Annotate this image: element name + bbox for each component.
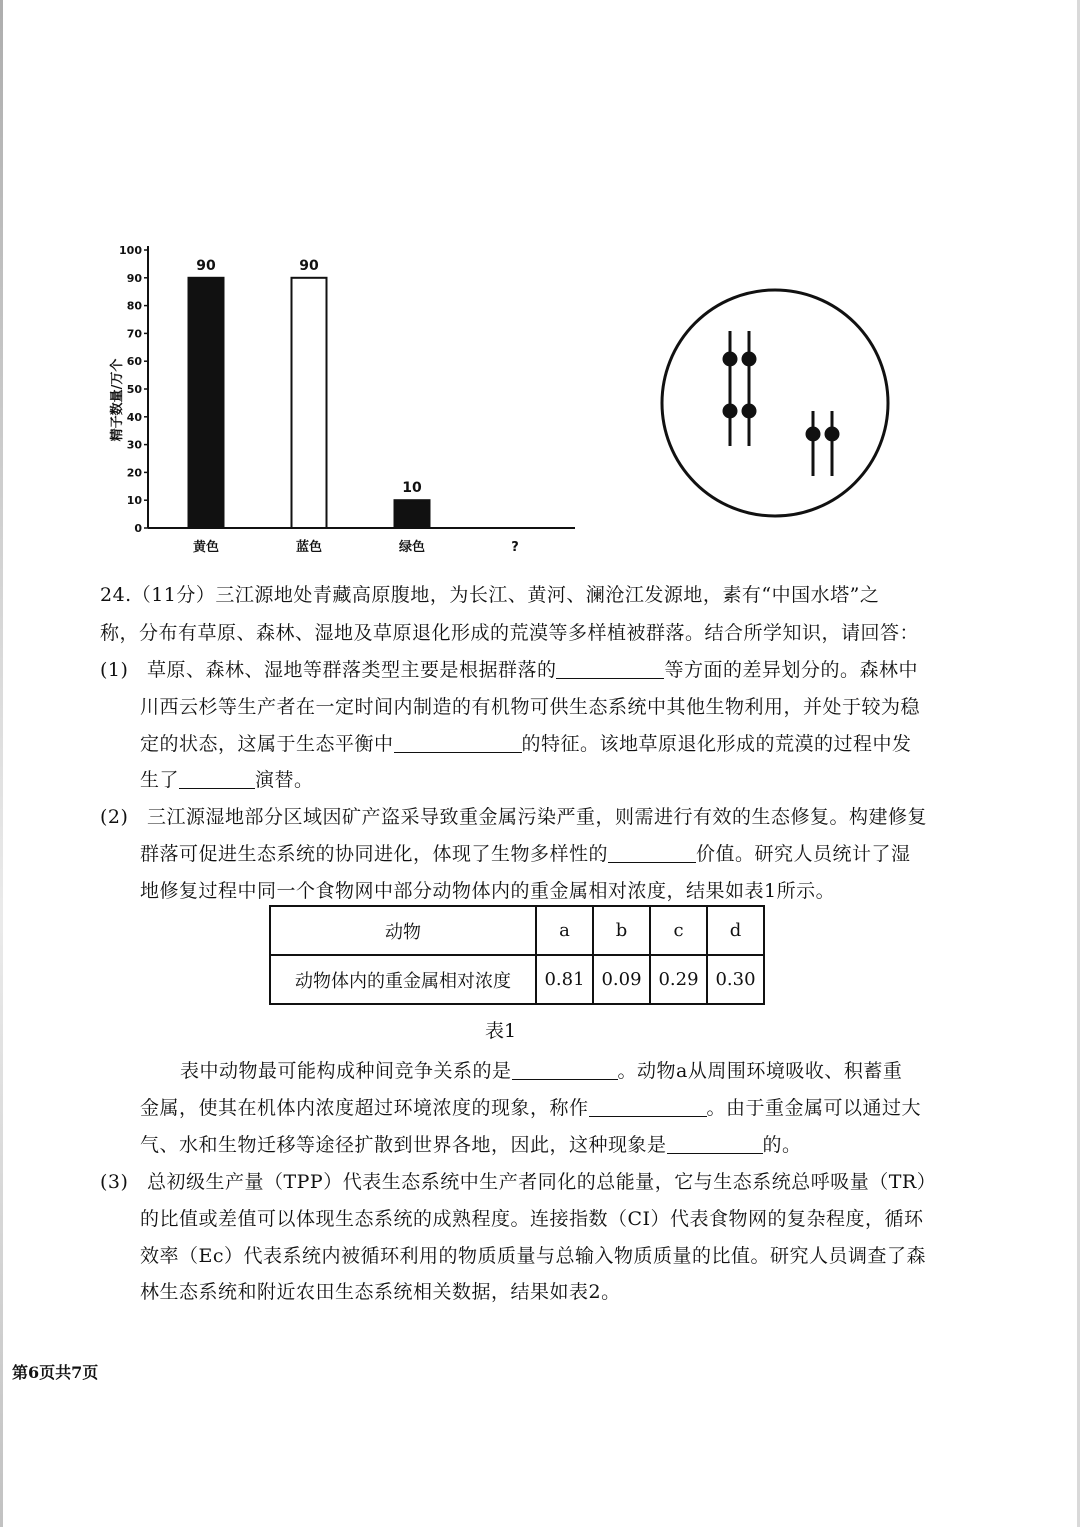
q24-part2-line3: 地修复过程中同一个食物网中部分动物体内的重金属相对浓度，结果如表1所示。 [140,880,836,902]
part2-number: (2) [100,806,129,828]
x-category-label: 蓝色 [295,540,323,555]
x-category-label: 黄色 [192,540,220,555]
q24-part2-after-line2: 金属，使其在机体内浓度超过环境浓度的现象，称作 。由于重金属可以通过大 [140,1097,922,1119]
y-tick-label: 80 [126,299,142,313]
y-tick-label: 50 [126,383,142,396]
x-category-label: ? [511,540,519,555]
q24-part2-after-line1: 表中动物最可能构成种间竞争关系的是 。动物a从周围环境吸收、积蓄重 [180,1060,903,1082]
answer-blank-7[interactable] [667,1135,763,1154]
table-header-cell: a [536,906,593,955]
table-row-label: 动物体内的重金属相对浓度 [270,955,536,1004]
chromosome-pair-right [807,411,838,476]
q24-part3-line2: 的比值或差值可以体现生态系统的成熟程度。连接指数（CI）代表食物网的复杂程度，循环 [140,1208,924,1230]
q24-part2-line1: (2) 三江源湿地部分区域因矿产盗采导致重金属污染严重，则需进行有效的生态修复。构建修复 [100,806,927,828]
bar-data-label: 90 [196,257,216,274]
q24-part1-line3: 定的状态，这属于生态平衡中 的特征。该地草原退化形成的荒漠的过程中发 [140,733,912,755]
table1-caption: 表1 [485,1020,517,1042]
bar [395,500,430,528]
y-tick-label: 0 [134,522,142,535]
part1-number: (1) [100,659,129,681]
q24-part1-line2: 川西云杉等生产者在一定时间内制造的有机物可供生态系统中其他生物利用，并处于较为稳 [140,696,921,718]
q24-part1-line4: 生了 演替。 [140,769,314,791]
y-tick-label: 40 [126,410,142,424]
q24-intro-line1: 24.（11分）三江源地处青藏高原腹地，为长江、黄河、澜沧江发源地，素有“中国水塔”之 [100,584,880,606]
answer-blank-1[interactable] [556,660,664,679]
bar [292,278,327,528]
table-cell: 0.81 [536,955,593,1004]
scan-edge-left [0,0,3,1527]
chart-y-axis-label: 精子数量/万个 [110,358,125,442]
q24-part2-line2: 群落可促进生态系统的协同进化，体现了生物多样性的 价值。研究人员统计了湿 [140,843,911,865]
y-tick-label: 60 [126,355,142,369]
x-category-label: 绿色 [398,540,426,555]
bar [189,278,224,528]
y-tick-label: 70 [126,327,142,341]
q24-part3-line1: (3) 总初级生产量（TPP）代表生态系统中生产者同化的总能量，它与生态系统总呼吸量（TR） [100,1171,937,1193]
cell-outline [662,290,888,516]
chromosome-pair-left [724,331,755,446]
heavy-metal-table [269,905,765,1005]
q24-part3-line4: 林生态系统和附近农田生态系统相关数据，结果如表2。 [140,1281,621,1303]
y-tick-label: 100 [119,244,142,257]
sperm-count-bar-chart [100,230,600,570]
y-tick-label: 30 [126,438,142,452]
cell-chromosome-diagram [655,283,895,523]
bar-data-label: 10 [402,480,422,497]
bar-data-label: 90 [299,257,319,274]
q24-part3-line3: 效率（Ec）代表系统内被循环利用的物质质量与总输入物质质量的比值。研究人员调查了森 [140,1245,927,1267]
table-cell: 0.09 [593,955,650,1004]
q24-part2-after-line3: 气、水和生物迁移等途径扩散到世界各地，因此，这种现象是 的。 [140,1134,802,1156]
y-tick-label: 10 [126,494,142,508]
answer-blank-3[interactable] [179,770,255,789]
y-tick-label: 20 [126,466,142,480]
answer-blank-5[interactable] [512,1061,618,1080]
table-header-cell: d [707,906,764,955]
table-header-cell: b [593,906,650,955]
answer-blank-6[interactable] [589,1098,707,1117]
q24-part1-line1: (1) 草原、森林、湿地等群落类型主要是根据群落的 等方面的差异划分的。森林中 [100,659,918,681]
table-row [270,955,764,1004]
q24-intro-line2: 称，分布有草原、森林、湿地及草原退化形成的荒漠等多样植被群落。结合所学知识，请回答： [100,622,920,644]
table-header-label: 动物 [270,906,536,955]
y-tick-label: 90 [126,271,142,285]
table-header-cell: c [650,906,707,955]
answer-blank-4[interactable] [608,844,696,863]
table-cell: 0.30 [707,955,764,1004]
table-header-row [270,906,764,955]
part3-number: (3) [100,1171,129,1193]
page-footer: 第6页共7页 [12,1363,99,1382]
answer-blank-2[interactable] [394,734,522,753]
table-cell: 0.29 [650,955,707,1004]
